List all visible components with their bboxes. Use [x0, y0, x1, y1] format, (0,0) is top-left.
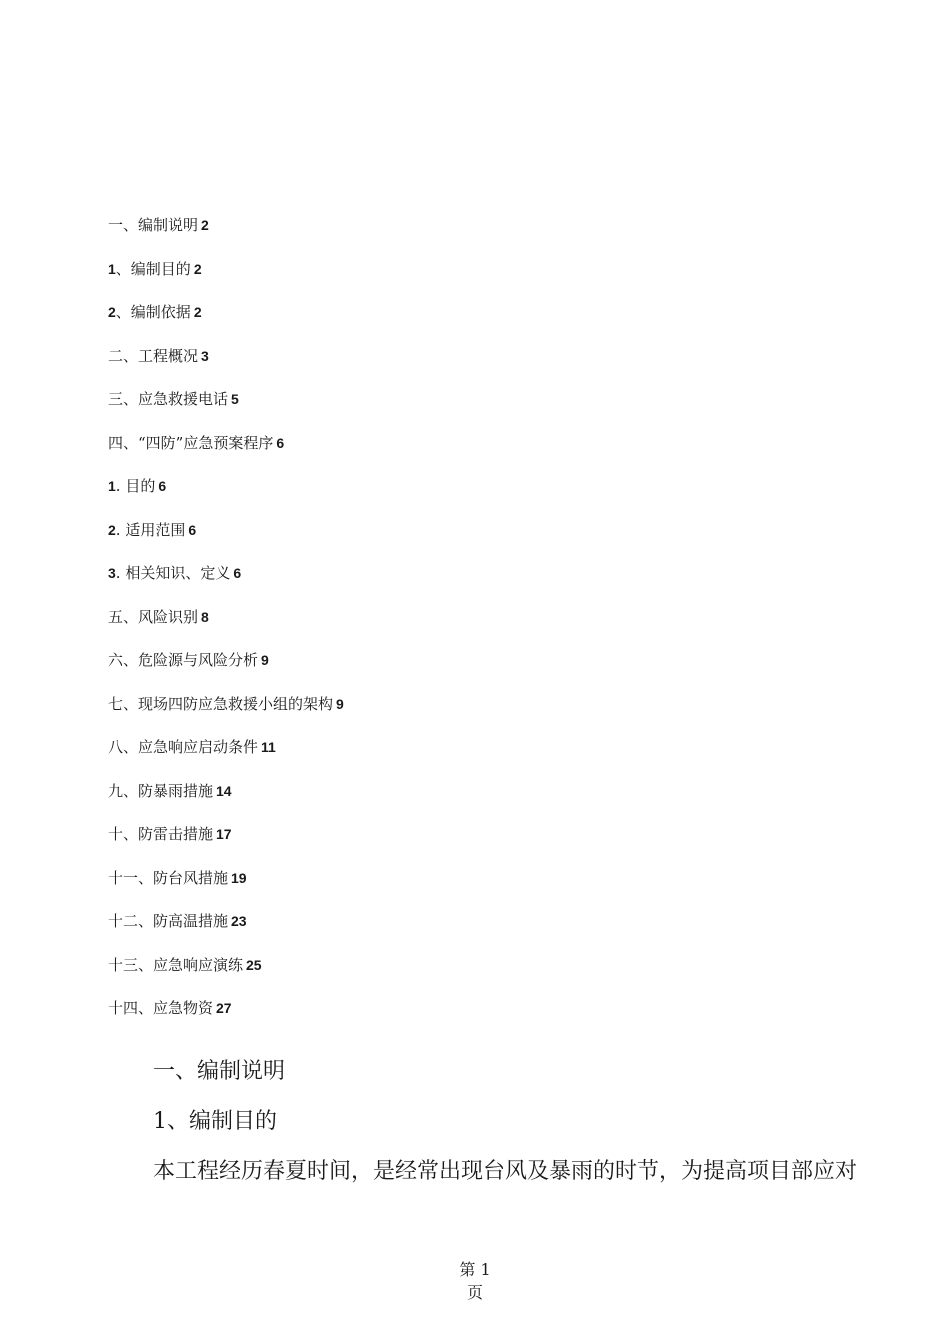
toc-entry[interactable]: [108, 301, 808, 345]
toc-entry-page-number: 6: [276, 434, 285, 451]
toc-entry-label: 三、应急救援电话: [108, 390, 229, 408]
toc-entry[interactable]: [108, 693, 808, 737]
toc-entry[interactable]: [108, 345, 808, 389]
toc-entry[interactable]: [108, 562, 808, 606]
toc-entry-page-number: 19: [231, 869, 247, 886]
toc-entry[interactable]: [108, 432, 808, 476]
toc-entry-page-number: 2: [193, 260, 202, 277]
toc-entry-page-number: 5: [231, 391, 239, 407]
toc-entry-page-number: 6: [158, 478, 167, 494]
toc-entry-label: 、编制依据: [115, 303, 191, 321]
toc-entry-page-number: 3: [201, 347, 209, 364]
section-heading: 一、编制说明: [153, 1059, 286, 1084]
toc-entry[interactable]: [108, 258, 808, 302]
toc-entry[interactable]: [108, 780, 808, 824]
toc-entry[interactable]: [108, 649, 808, 693]
body-paragraph: 本工程经历春夏时间，是经常出现台风及暴雨的时节，为提高项目部应对: [153, 1159, 858, 1184]
toc-entry-label: 八、应急响应启动条件: [108, 738, 259, 756]
toc-entry[interactable]: [108, 736, 808, 780]
toc-entry-label: 二、工程概况: [108, 346, 199, 365]
toc-entry-label: 九、防暴雨措施: [108, 781, 214, 800]
toc-entry-page-number: 2: [193, 304, 202, 320]
toc-entry-label: . 适用范围: [115, 520, 186, 539]
toc-entry-page-number: 6: [233, 565, 242, 581]
toc-entry[interactable]: [108, 214, 808, 258]
toc-entry-page-number: 2: [201, 217, 209, 233]
toc-entry-label: 一、编制说明: [108, 216, 199, 234]
toc-entry-page-number: 9: [336, 695, 344, 712]
toc-entry-page-number: 8: [201, 608, 209, 625]
toc-entry[interactable]: [108, 954, 808, 998]
subsection-heading: 1、编制目的: [153, 1109, 277, 1134]
toc-entry-label: 十一、防台风措施: [108, 868, 229, 887]
toc-entry[interactable]: [108, 388, 808, 432]
toc-entry-number: 3: [108, 565, 116, 581]
page-footer: [0, 1258, 950, 1304]
toc-entry-page-number: 6: [188, 521, 197, 538]
toc-entry-label: 十、防雷击措施: [108, 825, 214, 843]
toc-entry[interactable]: [108, 997, 808, 1041]
toc-entry[interactable]: [108, 519, 808, 563]
page-number-line2: 页: [466, 1283, 483, 1302]
toc-entry-page-number: 9: [261, 652, 269, 668]
toc-entry[interactable]: [108, 910, 808, 954]
toc-entry-page-number: 11: [261, 739, 276, 755]
toc-entry-label: 六、危险源与风险分析: [108, 651, 259, 669]
toc-entry[interactable]: [108, 475, 808, 519]
toc-entry-label: 十四、应急物资: [108, 999, 214, 1017]
toc-entry-page-number: 17: [216, 826, 232, 842]
document-body: [153, 1054, 893, 1190]
toc-entry-label: 四、“四防”应急预案程序: [108, 433, 274, 452]
toc-entry-number: 2: [108, 304, 116, 320]
toc-entry-number: 1: [108, 478, 116, 494]
toc-entry-label: 十二、防高温措施: [108, 912, 229, 930]
toc-entry-label: . 相关知识、定义: [115, 564, 231, 582]
toc-entry-label: . 目的: [115, 477, 156, 495]
page-number-line1: 第 1: [459, 1260, 491, 1279]
toc-entry-page-number: 27: [216, 1000, 232, 1016]
toc-entry-number: 2: [108, 521, 116, 538]
toc-entry-page-number: 25: [246, 956, 262, 973]
toc-entry-page-number: 23: [231, 913, 247, 929]
toc-entry-number: 1: [108, 260, 116, 277]
table-of-contents: [108, 214, 808, 1041]
toc-entry[interactable]: [108, 606, 808, 650]
toc-entry-page-number: 14: [216, 782, 232, 799]
toc-entry[interactable]: [108, 823, 808, 867]
toc-entry-label: 五、风险识别: [108, 607, 199, 626]
toc-entry-label: 、编制目的: [115, 259, 191, 278]
toc-entry-label: 十三、应急响应演练: [108, 955, 244, 974]
toc-entry-label: 七、现场四防应急救援小组的架构: [108, 694, 334, 713]
toc-entry[interactable]: [108, 867, 808, 911]
